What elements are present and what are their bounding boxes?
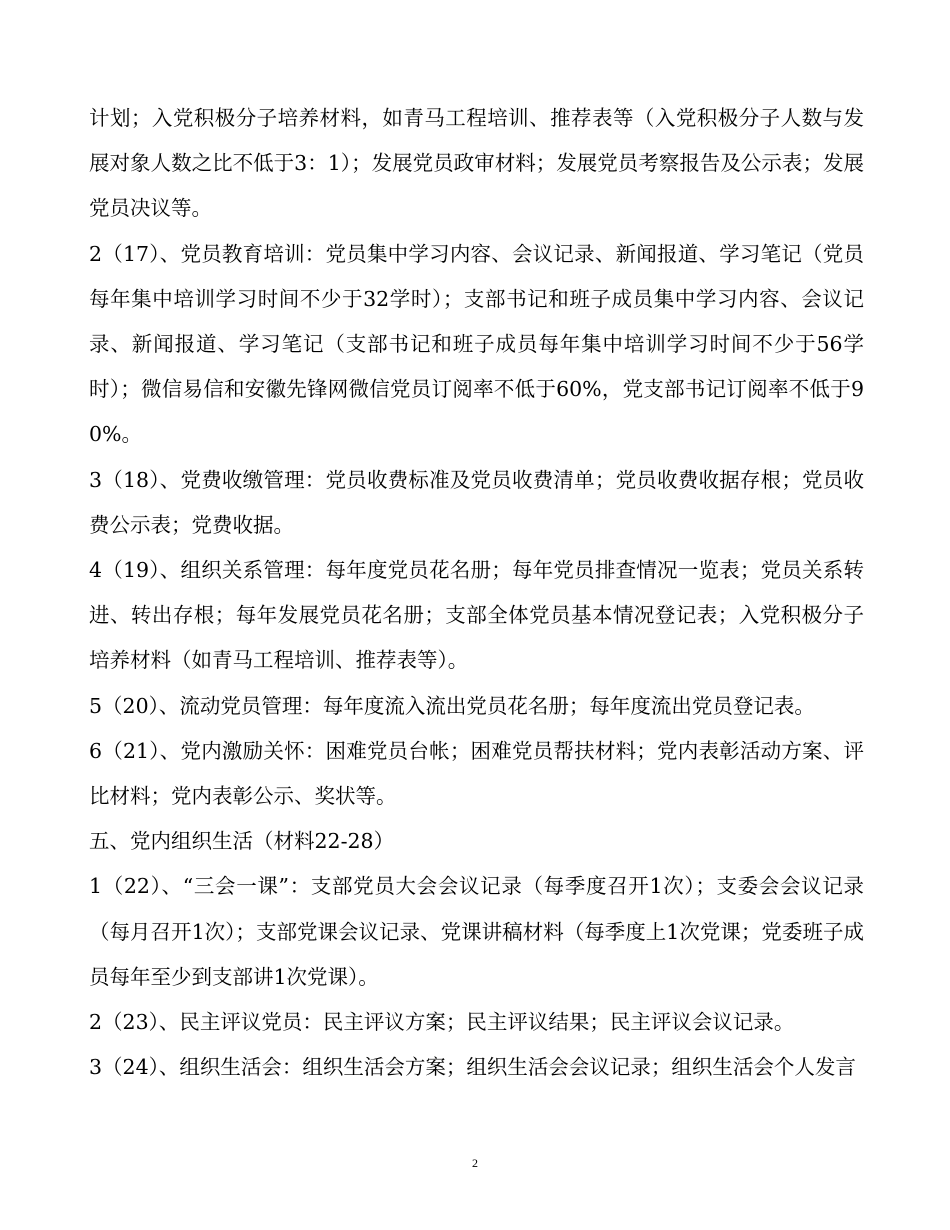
paragraph-development-materials: 计划；入党积极分子培养材料，如青马工程培训、推荐表等（入党积极分子人数与发展对象人数之比不低于3：1）；发展党员政审材料；发展党员考察报告及公示表；发展党员决议等。 <box>89 106 864 221</box>
paragraph-education-training: 2（17）、党员教育培训：党员集中学习内容、会议记录、新闻报道、学习笔记（党员每年集中培训学习时间不少于32学时）；支部书记和班子成员集中学习内容、会议记录、新闻报道、学习笔记（支部书记和班子成员每年集中培训学习时间不少于56学时）；微信易信和安徽先锋网微信党员订阅率不低于60%，党支部书记订阅率不低于90%。 <box>89 241 864 447</box>
page-number: 2 <box>472 1156 478 1170</box>
paragraph-organizational-life-meeting: 3（24）、组织生活会：组织生活会方案；组织生活会会议记录；组织生活会个人发言 <box>89 1055 856 1080</box>
paragraph-dues-management: 3（18）、党费收缴管理：党员收费标准及党员收费清单；党员收费收据存根；党员收费公示表；党费收据。 <box>89 467 864 537</box>
paragraph-three-meetings-one-lesson: 1（22）、“三会一课”：支部党员大会会议记录（每季度召开1次）；支委会会议记录（每月召开1次）；支部党课会议记录、党课讲稿材料（每季度上1次党课；党委班子成员每年至少到支部讲1次党课）。 <box>89 874 864 989</box>
section-heading-organizational-life: 五、党内组织生活（材料22-28） <box>89 829 395 854</box>
paragraph-mobile-members: 5（20）、流动党员管理：每年度流入流出党员花名册；每年度流出党员登记表。 <box>89 693 815 718</box>
document-body <box>89 96 864 1090</box>
paragraph-democratic-evaluation: 2（23）、民主评议党员：民主评议方案；民主评议结果；民主评议会议记录。 <box>89 1010 795 1035</box>
paragraph-incentive-care: 6（21）、党内激励关怀：困难党员台帐；困难党员帮扶材料；党内表彰活动方案、评比材料；党内表彰公示、奖状等。 <box>89 738 864 809</box>
paragraph-relationship-management: 4（19）、组织关系管理：每年度党员花名册；每年党员排查情况一览表；党员关系转进、转出存根；每年发展党员花名册；支部全体党员基本情况登记表；入党积极分子培养材料（如青马工程培训、推荐表等）。 <box>89 558 864 673</box>
